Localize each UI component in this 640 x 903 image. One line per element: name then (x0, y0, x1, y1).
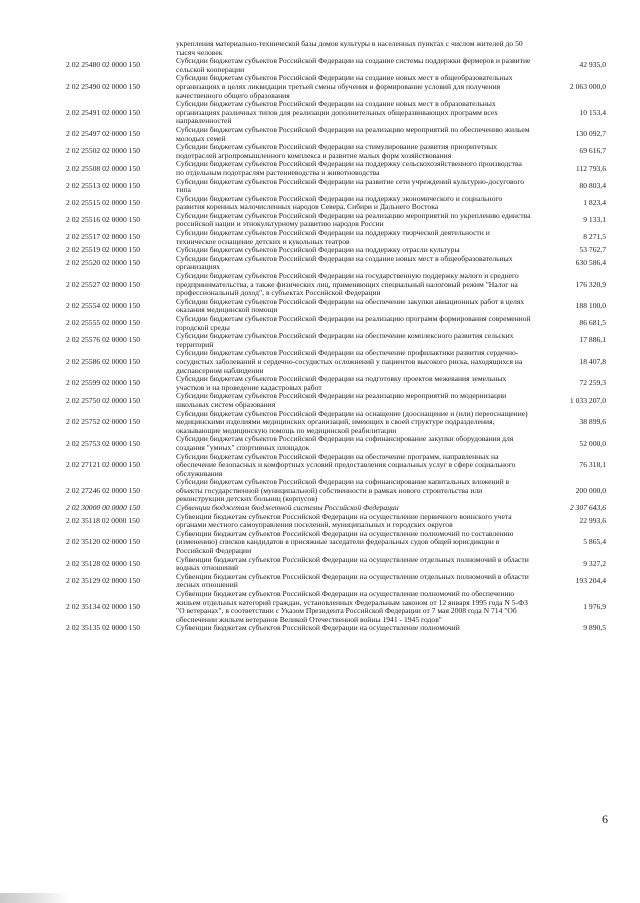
budget-code: 2 02 25752 02 0000 150 (66, 417, 141, 427)
budget-amount: 86 681,5 (579, 318, 606, 328)
budget-amount: 130 092,7 (575, 129, 606, 139)
table-row (66, 212, 608, 229)
table-row (66, 349, 608, 375)
table-row (66, 255, 608, 272)
budget-amount: 52 000,0 (579, 438, 606, 448)
budget-code: 2 02 35135 02 0000 150 (66, 623, 141, 633)
table-row (66, 298, 608, 315)
table-row (66, 513, 608, 530)
table-row (66, 410, 608, 436)
budget-amount: 188 100,0 (575, 301, 606, 311)
budget-description: Субсидии бюджетам субъектов Российской Федерации на реализацию мероприятий по модернизации школьных систем образования (176, 391, 507, 409)
scan-artifact (0, 893, 70, 903)
budget-description: Субсидии бюджетам субъектов Российской Федерации на поддержку сельскохозяйственного производства по отдельным подотраслям растениеводства и животноводства (176, 159, 522, 177)
budget-amount: 9 327,2 (583, 558, 606, 568)
budget-amount: 1 823,4 (583, 197, 606, 207)
budget-code: 2 02 25516 02 0000 150 (66, 215, 141, 225)
budget-amount: 9 133,1 (583, 215, 606, 225)
budget-description: Субсидии бюджетам субъектов Российской Федерации на создание новых мест в общеобразовательных организациях в целях ликвидации третьей смены обучения и формирование условий для получения качественного общего образования (176, 73, 513, 100)
budget-code: 2 02 25554 02 0000 150 (66, 301, 141, 311)
budget-code: 2 02 27246 02 0000 150 (66, 485, 141, 495)
budget-code: 2 02 25555 02 0000 150 (66, 318, 141, 328)
table-row (66, 229, 608, 246)
budget-description: Субсидии бюджетам субъектов Российской Федерации на поддержку отрасли культуры (176, 245, 460, 255)
budget-description: Субсидии бюджетам субъектов Российской Федерации на создание новых мест в общеобразовательных организациях (176, 253, 513, 272)
table-row (66, 160, 608, 177)
table-row (66, 195, 608, 212)
table-row (66, 178, 608, 195)
budget-code: 2 02 27121 02 0000 150 (66, 460, 141, 470)
table-row (66, 530, 608, 556)
budget-description: Субвенции бюджетам бюджетной системы Российской Федерации (176, 503, 399, 513)
table-row (66, 624, 608, 633)
budget-code: 2 02 25599 02 0000 150 (66, 378, 141, 388)
budget-description: Субсидии бюджетам субъектов Российской Федерации на обеспечение комплексного развития сельских территорий (176, 331, 514, 349)
budget-amount: 193 204,4 (575, 576, 606, 586)
budget-code: 2 02 25517 02 0000 150 (66, 232, 141, 242)
budget-description: Субсидии бюджетам субъектов Российской Федерации на обеспечение программ, направленных на обеспечение безопасных и комфортных условий предоставления социальных услуг в сфере социального обслуживания (176, 451, 516, 478)
budget-code: 2 02 25508 02 0000 150 (66, 163, 141, 173)
budget-description: Субсидии бюджетам субъектов Российской Федерации на обеспечение профилактики развития сердечно-сосудистых заболеваний и сердечно-сосудистых осложнений у пациентов высокого риска, находящихся на диспансерном наблюдении (176, 348, 523, 375)
budget-code: 2 02 25480 02 0000 150 (66, 60, 141, 70)
table-row (66, 143, 608, 160)
budget-description: Субсидии бюджетам субъектов Российской Федерации на реализацию мероприятий по укреплению единства российской нации и этнокультурному развитию народов России (176, 210, 531, 229)
budget-description: Субвенции бюджетам субъектов Российской Федерации на осуществление отдельных полномочий в области лесных отношений (176, 571, 529, 590)
budget-description: Субсидии бюджетам субъектов Российской Федерации на поддержку экономического и социального развития коренных малочисленных народов Севера, Сибири и Дальнего Востока (176, 193, 503, 212)
table-row (66, 435, 608, 452)
budget-code: 2 02 25750 02 0000 150 (66, 395, 141, 405)
budget-code: 2 02 25490 02 0000 150 (66, 81, 141, 91)
budget-description: Субвенции бюджетам субъектов Российской Федерации на осуществление полномочий по составлению (изменению) списков кандидатов в присяжные заседатели федеральных судов общей юрисдикции в Российской Федерации (176, 528, 514, 556)
budget-code: 2 02 25515 02 0000 150 (66, 197, 141, 207)
budget-code: 2 02 35128 02 0000 150 (66, 558, 141, 568)
table-row (66, 556, 608, 573)
budget-amount: 80 803,4 (579, 180, 606, 190)
budget-code: 2 02 35134 02 0000 150 (66, 601, 141, 611)
table-row (66, 478, 608, 504)
budget-description: Субсидии бюджетам субъектов Российской Федерации на софинансирование закупки оборудования для создания "умных" спортивных площадок (176, 434, 514, 452)
budget-amount: 176 320,9 (575, 279, 606, 289)
budget-code: 2 02 25520 02 0000 150 (66, 258, 141, 268)
table-row (66, 375, 608, 392)
table-row (66, 573, 608, 590)
budget-description: Субсидии бюджетам субъектов Российской Федерации на развитие сети учреждений культурно-досугового типа (176, 176, 525, 195)
budget-description: Субсидии бюджетам субъектов Российской Федерации на реализацию мероприятий по обеспечению жильем молодых семей (176, 124, 530, 143)
budget-code: 2 02 25586 02 0000 150 (66, 356, 141, 366)
budget-amount: 38 899,6 (579, 417, 606, 427)
budget-amount: 42 935,0 (579, 60, 606, 70)
budget-description: Субсидии бюджетам субъектов Российской Федерации на подготовку проектов межевания земельных участков и на проведение кадастровых работ (176, 374, 507, 392)
budget-amount: 2 063 000,0 (569, 81, 606, 91)
budget-code: 2 02 25519 02 0000 150 (66, 245, 141, 255)
budget-description: Субсидии бюджетам субъектов Российской Федерации на поддержку творческой деятельности и техническое оснащение детских и кукольных театров (176, 228, 490, 246)
budget-code: 2 02 35118 02 0000 150 (66, 515, 140, 525)
budget-amount: 5 865,4 (583, 537, 606, 547)
budget-amount: 10 153,4 (579, 107, 606, 117)
budget-amount: 2 307 643,6 (569, 503, 606, 513)
table-row (66, 74, 608, 100)
budget-description: Субвенции бюджетам субъектов Российской Федерации на осуществление полномочий по обеспечению жильем отдельных категорий граждан, установленных Федеральным законом от 12 января 1995 года N 5-ФЗ "О ветеранах", в соответствии с Указом Президента Российской Федерации от 7 мая 2008 года N 714 "Об обеспечении жильем ветеранов Великой Отечественной войны 1941 - 1945 годов" (176, 589, 528, 624)
budget-code: 2 02 35129 02 0000 150 (66, 576, 141, 586)
budget-description: Субсидии бюджетам субъектов Российской Федерации на стимулирование развития приоритетных подотраслей агропромышленного комплекса и развитие малых форм хозяйствования (176, 142, 498, 160)
budget-amount: 8 271,5 (583, 232, 606, 242)
budget-code: 2 02 25527 02 0000 150 (66, 279, 141, 289)
table-row (66, 100, 608, 126)
budget-description: Субсидии бюджетам субъектов Российской Федерации на реализацию программ формирования современной городской среды (176, 314, 531, 332)
page-number: 6 (602, 812, 608, 826)
table-row (66, 392, 608, 409)
budget-description: укрепления материально-технической базы домов культуры в населенных пунктах с числом жителей до 50 тысяч человек (176, 39, 523, 57)
budget-amount: 18 407,8 (579, 356, 606, 366)
table-row (66, 126, 608, 143)
budget-description: Субсидии бюджетам субъектов Российской Федерации на создание системы поддержки фермеров и развитие сельской кооперации (176, 56, 531, 74)
budget-amount: 53 762,7 (579, 245, 606, 255)
table-row (66, 332, 608, 349)
budget-amount: 9 890,5 (583, 623, 606, 633)
budget-amount: 17 886,1 (579, 335, 606, 345)
budget-amount: 1 033 207,0 (569, 395, 606, 405)
budget-description: Субсидии бюджетам субъектов Российской Федерации на софинансирование капитальных вложений в объекты государственной (муниципальной) собственности в рамках нового строительства или реконструкции детских больниц (корпусов) (176, 477, 510, 504)
budget-code: 2 02 25513 02 0000 150 (66, 180, 141, 190)
budget-code: 2 02 25576 02 0000 150 (66, 335, 141, 345)
table-row (66, 590, 608, 624)
budget-amount: 69 616,7 (579, 146, 606, 156)
budget-code: 2 02 25491 02 0000 150 (66, 107, 141, 117)
budget-amount: 76 318,1 (579, 460, 606, 470)
budget-table (66, 40, 608, 633)
table-row (66, 40, 608, 57)
budget-description: Субсидии бюджетам субъектов Российской Федерации на создание новых мест в образовательных организациях различных типов для реализации дополнительных общеразвивающих программ всех направленностей (176, 99, 498, 126)
budget-description: Субсидии бюджетам субъектов Российской Федерации на обеспечение закупки авиационных работ в целях оказания медицинской помощи (176, 296, 525, 315)
table-row (66, 272, 608, 298)
budget-description: Субвенции бюджетам субъектов Российской Федерации на осуществление первичного воинского учета органами местного самоуправления поселений, муниципальных и городских округов (176, 511, 512, 530)
budget-description: Субвенции бюджетам субъектов Российской Федерации на осуществление отдельных полномочий в области водных отношений (176, 554, 529, 573)
budget-amount: 1 976,9 (583, 601, 606, 611)
budget-code: 2 02 25502 02 0000 150 (66, 146, 141, 156)
budget-code: 2 02 30000 00 0000 150 (66, 503, 141, 513)
budget-amount: 630 586,4 (575, 258, 606, 268)
budget-amount: 22 993,6 (579, 515, 606, 525)
budget-amount: 112 793,6 (575, 163, 606, 173)
budget-description: Субвенции бюджетам субъектов Российской Федерации на осуществление полномочий (176, 623, 460, 633)
budget-code: 2 02 25753 02 0000 150 (66, 438, 141, 448)
table-row (66, 57, 608, 74)
budget-amount: 72 259,3 (579, 378, 606, 388)
budget-description: Субсидии бюджетам субъектов Российской Федерации на оснащение (дооснащение и (или) переоснащение) медицинскими изделиями медицинских организаций, имеющих в своей структуре подразделения, оказывающие медицинскую помощь по медицинской реабилитации (176, 408, 528, 435)
table-row (66, 315, 608, 332)
table-row (66, 453, 608, 479)
budget-code: 2 02 35120 02 0000 150 (66, 537, 141, 547)
budget-amount: 200 000,0 (575, 485, 606, 495)
budget-code: 2 02 25497 02 0000 150 (66, 129, 141, 139)
budget-description: Субсидии бюджетам субъектов Российской Федерации на государственную поддержку малого и среднего предпринимательства, а также физических лиц, применяющих специальный налоговый режим "Налог на профессиональный доход", в субъектах Российской Федерации (176, 271, 519, 298)
